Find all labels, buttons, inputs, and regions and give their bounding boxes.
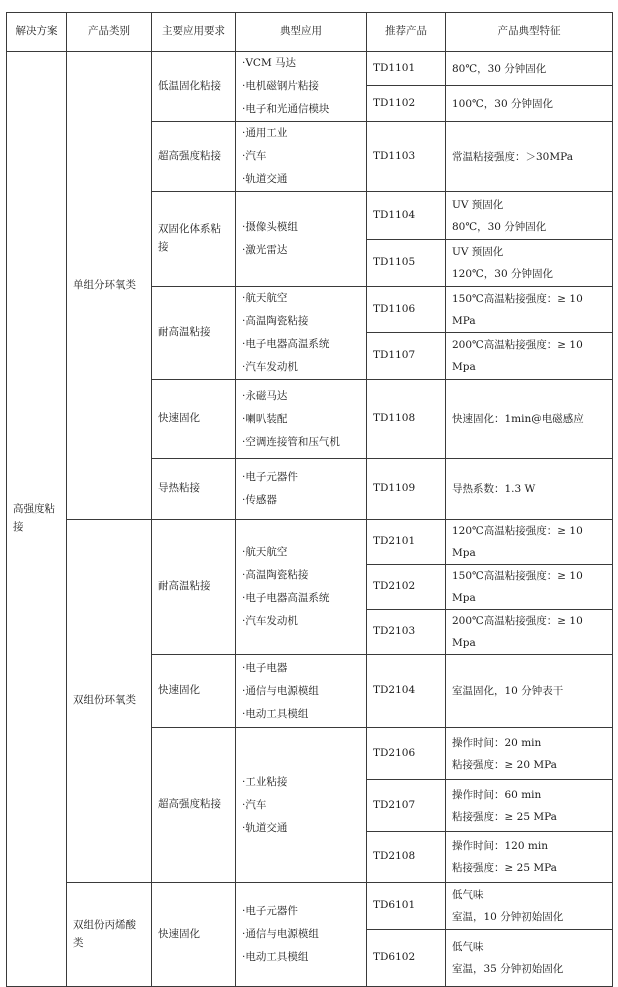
table-row: [7, 52, 613, 86]
application-list: [242, 52, 360, 121]
application-item: ·通用工业: [242, 127, 288, 139]
application-item: ·航天航空: [242, 292, 288, 304]
feature-line: UV 预固化: [452, 246, 504, 258]
application-list: [242, 657, 360, 726]
feature-line: 200℃高温粘接强度：≥ 10 Mpa: [452, 339, 583, 373]
application-item: ·电子电器高温系统: [242, 592, 330, 604]
application-item: ·高温陶瓷粘接: [242, 569, 309, 581]
application-item: ·航天航空: [242, 546, 288, 558]
feature-line: 80℃，30 分钟固化: [452, 62, 547, 75]
application-item: ·通信与电源模组: [242, 928, 319, 940]
application-item: ·电机磁钢片粘接: [242, 80, 319, 92]
product-feature: [446, 287, 613, 333]
application-item: ·汽车: [242, 150, 267, 162]
feature-line: 150℃高温粘接强度：≥ 10 Mpa: [452, 570, 583, 604]
header-requirement: 主要应用要求: [152, 13, 236, 52]
application-list: [242, 122, 360, 191]
product-table: [6, 12, 613, 987]
application-list: [242, 466, 360, 512]
feature-line: 低气味: [452, 941, 484, 953]
application-cell: [236, 192, 367, 287]
product-code: TD2107: [367, 780, 446, 832]
product-feature: [446, 883, 613, 930]
requirement-cell: 快速固化: [152, 380, 236, 459]
application-item: ·VCM 马达: [242, 57, 297, 69]
product-feature: [446, 192, 613, 240]
application-item: ·电子元器件: [242, 905, 298, 917]
requirement-cell: 超高强度粘接: [152, 122, 236, 192]
application-item: ·永磁马达: [242, 389, 288, 402]
product-feature: [446, 520, 613, 565]
product-feature: [446, 780, 613, 832]
application-list: [242, 216, 360, 262]
feature-line: 150℃高温粘接强度：≥ 10 MPa: [452, 292, 583, 327]
header-solution: 解决方案: [7, 13, 67, 52]
product-code: TD6101: [367, 883, 446, 930]
requirement-cell: 导热粘接: [152, 459, 236, 520]
product-code: TD6102: [367, 930, 446, 987]
product-code: TD1105: [367, 240, 446, 287]
application-item: ·电子电器高温系统: [242, 338, 330, 350]
feature-line: 粘接强度：≥ 20 MPa: [452, 758, 557, 771]
product-code: TD1108: [367, 380, 446, 459]
requirement-cell: 耐高温粘接: [152, 520, 236, 655]
requirement-cell: 耐高温粘接: [152, 287, 236, 380]
application-cell: [236, 122, 367, 192]
header-application: 典型应用: [236, 13, 367, 52]
application-list: [242, 541, 360, 633]
product-feature: [446, 832, 613, 883]
application-item: ·喇叭装配: [242, 412, 288, 425]
feature-line: 粘接强度：≥ 25 MPa: [452, 810, 557, 823]
application-item: ·通信与电源模组: [242, 684, 319, 697]
application-cell: [236, 520, 367, 655]
product-feature: [446, 240, 613, 287]
application-cell: [236, 728, 367, 883]
application-cell: [236, 883, 367, 987]
application-item: ·电子和光通信模块: [242, 103, 330, 115]
product-code: TD2101: [367, 520, 446, 565]
feature-line: 室温，35 分钟初始固化: [452, 963, 564, 975]
requirement-cell: 低温固化粘接: [152, 52, 236, 122]
product-feature: [446, 930, 613, 987]
category-cell: 单组分环氧类: [67, 52, 152, 520]
application-item: ·电子元器件: [242, 471, 298, 483]
product-code: TD2103: [367, 610, 446, 655]
header-product: 推荐产品: [367, 13, 446, 52]
application-list: [242, 385, 360, 454]
feature-line: 操作时间：20 min: [452, 736, 542, 749]
application-cell: [236, 380, 367, 459]
application-item: ·汽车发动机: [242, 361, 298, 373]
application-cell: [236, 655, 367, 728]
table-row: [7, 883, 613, 930]
product-code: TD1107: [367, 333, 446, 380]
feature-line: 粘接强度：≥ 25 MPa: [452, 862, 557, 874]
feature-line: 室温固化，10 分钟表干: [452, 685, 564, 697]
product-code: TD1103: [367, 122, 446, 192]
feature-line: 120℃高温粘接强度：≥ 10 Mpa: [452, 525, 583, 559]
product-code: TD2108: [367, 832, 446, 883]
requirement-cell: 快速固化: [152, 655, 236, 728]
application-item: ·汽车发动机: [242, 615, 298, 627]
feature-line: 操作时间：120 min: [452, 840, 548, 852]
solution-cell: 高强度粘接: [7, 52, 67, 987]
application-item: ·轨道交通: [242, 821, 288, 834]
requirement-cell: 双固化体系粘接: [152, 192, 236, 287]
product-code: TD1104: [367, 192, 446, 240]
category-cell: 双组份环氧类: [67, 520, 152, 883]
product-feature: [446, 655, 613, 728]
feature-line: 100℃，30 分钟固化: [452, 97, 553, 110]
application-item: ·空调连接管和压气机: [242, 435, 340, 448]
table-row: [7, 520, 613, 565]
header-row: [7, 13, 613, 52]
product-code: TD1102: [367, 86, 446, 122]
feature-line: 80℃，30 分钟固化: [452, 220, 547, 233]
application-cell: [236, 52, 367, 122]
application-item: ·工业粘接: [242, 775, 288, 788]
product-code: TD1109: [367, 459, 446, 520]
product-code: TD1101: [367, 52, 446, 86]
application-item: ·电动工具模组: [242, 707, 309, 720]
feature-line: 200℃高温粘接强度：≥ 10 Mpa: [452, 615, 583, 649]
product-feature: [446, 565, 613, 610]
product-code: TD2102: [367, 565, 446, 610]
feature-line: 低气味: [452, 889, 484, 901]
application-item: ·摄像头模组: [242, 221, 298, 233]
application-cell: [236, 287, 367, 380]
application-item: ·高温陶瓷粘接: [242, 315, 309, 327]
feature-line: 120℃，30 分钟固化: [452, 268, 553, 280]
requirement-cell: 快速固化: [152, 883, 236, 987]
application-item: ·电动工具模组: [242, 951, 309, 963]
product-feature: [446, 86, 613, 122]
application-item: ·传感器: [242, 494, 277, 506]
product-feature: [446, 333, 613, 380]
application-item: ·电子电器: [242, 661, 288, 674]
product-code: TD2106: [367, 728, 446, 780]
feature-line: 操作时间：60 min: [452, 788, 542, 801]
application-list: [242, 900, 360, 969]
application-list: [242, 771, 360, 840]
feature-line: 室温，10 分钟初始固化: [452, 911, 564, 923]
requirement-cell: 超高强度粘接: [152, 728, 236, 883]
category-cell: 双组份丙烯酸类: [67, 883, 152, 987]
product-feature: [446, 122, 613, 192]
product-feature: [446, 610, 613, 655]
application-cell: [236, 459, 367, 520]
product-feature: [446, 728, 613, 780]
application-item: ·轨道交通: [242, 173, 288, 185]
product-feature: [446, 459, 613, 520]
product-code: TD1106: [367, 287, 446, 333]
header-category: 产品类别: [67, 13, 152, 52]
application-item: ·汽车: [242, 798, 267, 811]
product-code: TD2104: [367, 655, 446, 728]
feature-line: UV 预固化: [452, 198, 504, 211]
feature-line: 快速固化：1min@电磁感应: [452, 413, 584, 425]
product-feature: [446, 380, 613, 459]
product-feature: [446, 52, 613, 86]
application-list: [242, 287, 360, 379]
feature-line: 导热系数：1.3 W: [452, 483, 536, 495]
header-feature: 产品典型特征: [446, 13, 613, 52]
feature-line: 常温粘接强度：＞30MPa: [452, 150, 573, 163]
application-item: ·激光雷达: [242, 244, 288, 256]
